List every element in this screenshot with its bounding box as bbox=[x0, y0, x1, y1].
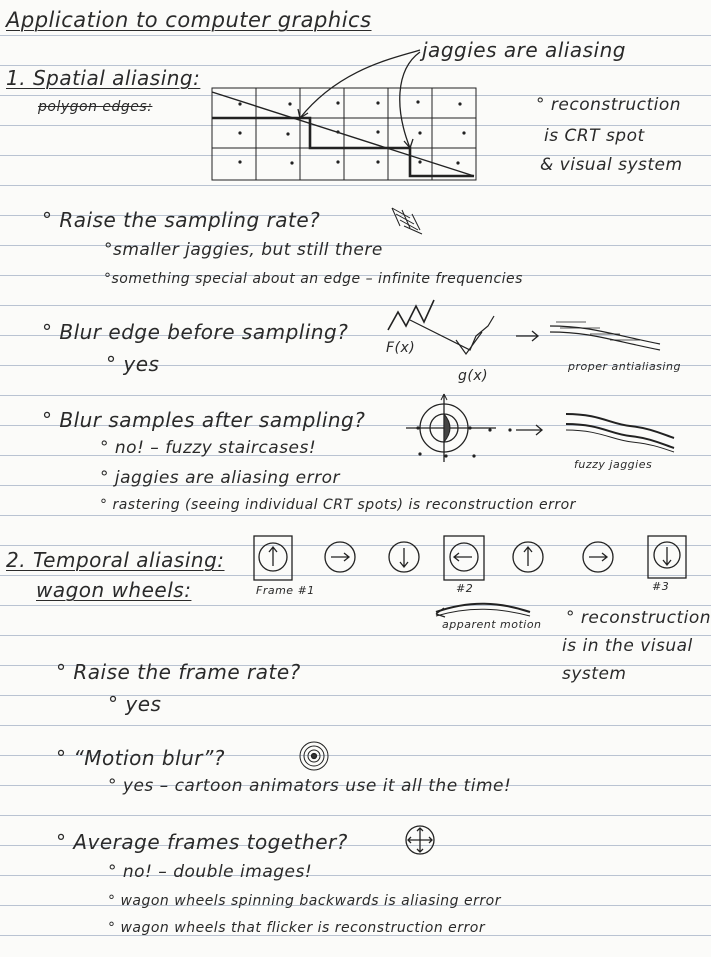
proper-antialiasing-label: proper antialiasing bbox=[568, 360, 681, 373]
question-blur-after: ° Blur samples after sampling? bbox=[42, 408, 366, 432]
averaged-frames-icon bbox=[406, 826, 434, 854]
question-blur-before: ° Blur edge before sampling? bbox=[42, 320, 349, 344]
polygon-edges-label: polygon edges: bbox=[38, 99, 153, 115]
answer-smaller-jaggies: °smaller jaggies, but still there bbox=[104, 240, 383, 260]
gx-label: g(x) bbox=[458, 368, 489, 384]
answer-blur-before: ° yes bbox=[106, 352, 160, 376]
frame-3-label: #3 bbox=[652, 580, 670, 593]
callout-arrow-2 bbox=[400, 52, 420, 148]
section-2-heading: 2. Temporal aliasing: bbox=[6, 548, 225, 572]
frame-1-label: Frame #1 bbox=[256, 584, 315, 597]
hatched-jaggies-icon bbox=[392, 208, 422, 234]
reconstruction-note-line3: & visual system bbox=[540, 155, 683, 175]
question-average-frames: ° Average frames together? bbox=[56, 830, 348, 854]
page-title: Application to computer graphics bbox=[6, 8, 372, 32]
visual-recon-line3: system bbox=[562, 664, 627, 684]
callout-arrow-1 bbox=[300, 50, 420, 118]
visual-recon-line2: is in the visual bbox=[562, 636, 693, 656]
question-sampling-rate: ° Raise the sampling rate? bbox=[42, 208, 321, 232]
section-1-heading: 1. Spatial aliasing: bbox=[6, 66, 201, 90]
visual-recon-line1: ° reconstruction bbox=[566, 608, 711, 628]
sampling-grid-diagram bbox=[212, 88, 476, 180]
frame-2-label: #2 bbox=[456, 582, 474, 595]
question-frame-rate: ° Raise the frame rate? bbox=[56, 660, 301, 684]
jaggies-callout: jaggies are aliasing bbox=[422, 38, 626, 62]
answer-spinning-backwards: ° wagon wheels spinning backwards is aliasing error bbox=[108, 893, 501, 909]
blur-edge-diagram bbox=[388, 300, 660, 354]
wagon-wheel-frames bbox=[254, 536, 686, 617]
answer-double-images: ° no! – double images! bbox=[108, 862, 313, 882]
fx-label: F(x) bbox=[386, 340, 416, 356]
blur-samples-diagram bbox=[406, 394, 674, 462]
answer-infinite-frequencies: °something special about an edge – infinite frequencies bbox=[104, 271, 523, 287]
fuzzy-jaggies-label: fuzzy jaggies bbox=[574, 458, 653, 471]
question-motion-blur: ° “Motion blur”? bbox=[56, 746, 226, 770]
answer-motion-blur: ° yes – cartoon animators use it all the time! bbox=[108, 776, 512, 796]
answer-flicker: ° wagon wheels that flicker is reconstruction error bbox=[108, 920, 486, 936]
answer-fuzzy-staircases: ° no! – fuzzy staircases! bbox=[100, 438, 317, 458]
wagon-wheels-label: wagon wheels: bbox=[36, 578, 192, 602]
reconstruction-note-line2: is CRT spot bbox=[544, 126, 645, 146]
motion-blur-icon bbox=[300, 742, 328, 770]
apparent-motion-label: apparent motion bbox=[442, 618, 542, 631]
answer-frame-rate: ° yes bbox=[108, 692, 162, 716]
answer-rastering: ° rastering (seeing individual CRT spots) is reconstruction error bbox=[100, 497, 576, 513]
answer-aliasing-error: ° jaggies are aliasing error bbox=[100, 468, 340, 488]
reconstruction-note-line1: ° reconstruction bbox=[536, 95, 682, 115]
